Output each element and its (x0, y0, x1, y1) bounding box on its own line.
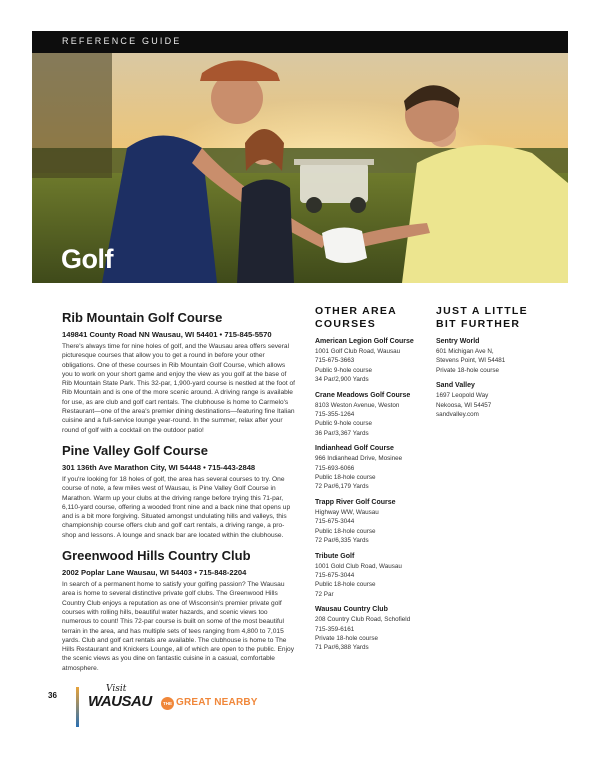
entry-line: Public 18-hole course (315, 474, 376, 482)
list-item (436, 337, 566, 375)
reference-guide-bar (32, 31, 568, 53)
entry-name: American Legion Golf Course (315, 338, 414, 345)
logo-visit-text: Visit (106, 684, 127, 694)
course-title: Rib Mountain Golf Course (62, 310, 223, 325)
course-address: 2002 Poplar Lane Wausau, WI 54403 • 715-848-2204 (62, 568, 247, 578)
course-description: In search of a permanent home to satisfy your golfing passion? The Wausau area is home to several distinctive private golf clubs. The Greenwood Hills Country Club enjoys a reputation as one of Wisconsin's premier private golf courses with rolling hills, beautiful water hazards, and scenic views too numerous to count! This 72-par course is built on some of the most beautiful terrain in the area, and has multiple sets of tees ranging from 4,800 to 7,015 yards. Club and golf cart rentals are available. The clubhouse is home to The Hills Restaurant and Knickers Lounge, all of which are open to the public. Enjoy the scenic views as you dine on fantastic cuisine in a casual, comfortable atmosphere. (62, 581, 295, 672)
entry-line: 34 Par/2,900 Yards (315, 376, 369, 384)
entry-name: Tribute Golf (315, 552, 355, 560)
entry-line: Stevens Point, WI 54481 (436, 357, 506, 365)
entry-name: Sentry World (436, 338, 480, 345)
course-greenwood-hills (62, 548, 295, 673)
heading-line: BIT FURTHER (436, 318, 521, 330)
course-rib-mountain (62, 310, 295, 435)
entry-line: 71 Par/6,388 Yards (315, 644, 369, 652)
entry-line: Nekoosa, WI 54457 (436, 401, 492, 409)
entry-line: 72 Par/6,179 Yards (315, 483, 369, 491)
entry-line: Public 18-hole course (315, 581, 376, 589)
further-courses (436, 305, 566, 425)
entry-line: 715-693-6066 (315, 464, 355, 472)
entry-name: Trapp River Golf Course (315, 498, 396, 506)
entry-line: Public 9-hole course (315, 420, 373, 428)
visit-wausau-logo (88, 684, 154, 714)
hero-image (32, 53, 568, 283)
entry-line: 8103 Weston Avenue, Weston (315, 401, 400, 409)
list-item (436, 381, 566, 419)
course-title: Pine Valley Golf Course (62, 442, 208, 458)
hero-title: Golf (61, 244, 113, 274)
section-heading (315, 305, 425, 331)
entry-line: 715-675-3044 (315, 518, 355, 526)
other-area-courses (315, 305, 425, 659)
list-item (315, 444, 425, 492)
great-nearby-badge-icon: THE (161, 697, 174, 710)
heading-line: COURSES (315, 318, 377, 330)
entry-name: Wausau Country Club (315, 606, 388, 614)
section-heading (436, 305, 566, 331)
reference-guide-label: REFERENCE GUIDE (62, 36, 182, 46)
featured-courses (62, 310, 295, 681)
accent-divider (76, 687, 79, 727)
course-description: There's always time for nine holes of golf, and the Wausau area offers several picturesque courses that allow you to get a round in before your other obligations. One of these courses in Rib Mountain Golf Course, which allows you to work on your short game and enjoy the view as you golf at the base of Rib Mountain State Park. This 32-par, 1,900-yard course is nestled at the foot of Rib Mountain and is one of the more scenic around. A driving range is available for use, as are club and golf cart rentals. The clubhouse is home to Carmelo's Restaurant—one of the area's premier dining destinations—featuring fine Italian cuisine and a full-service lounge year-round. In the summer, relax after your round of golf with a cocktail on the outdoor patio! (62, 343, 295, 434)
course-title: Greenwood Hills Country Club (62, 548, 251, 564)
great-nearby-tagline: GREAT NEARBY (176, 697, 258, 708)
course-pine-valley (62, 443, 295, 540)
list-item (315, 391, 425, 439)
entry-line: 715-675-3044 (315, 571, 355, 579)
entry-line: 966 Indianhead Drive, Mosinee (315, 455, 403, 463)
page-number: 36 (48, 691, 57, 700)
entry-line: 1001 Gold Club Road, Wausau (315, 562, 402, 570)
entry-line: Public 9-hole course (315, 366, 373, 374)
entry-line[interactable]: sandvalley.com (436, 411, 479, 419)
entry-line: 72 Par/6,335 Yards (315, 537, 369, 545)
entry-line: 601 Michigan Ave N, (436, 348, 494, 355)
entry-name: Indianhead Golf Course (315, 445, 394, 453)
entry-name: Crane Meadows Golf Course (315, 391, 411, 399)
course-address: 149841 County Road NN Wausau, WI 54401 • 715-845-5570 (62, 330, 272, 339)
entry-line: Private 18-hole course (436, 366, 500, 374)
entry-line: 208 Country Club Road, Schofield (315, 616, 411, 624)
heading-line: JUST A LITTLE (436, 305, 528, 317)
list-item (315, 552, 425, 600)
entry-line: 36 Par/3,367 Yards (315, 429, 369, 437)
heading-line: OTHER AREA (315, 305, 398, 317)
entry-name: Sand Valley (436, 382, 475, 390)
list-item (315, 498, 425, 546)
entry-line: 715-359-6161 (315, 625, 355, 633)
entry-line: Public 18-hole course (315, 527, 376, 535)
list-item (315, 337, 425, 385)
course-address: 301 136th Ave Marathon City, WI 54448 • 715-443-2848 (62, 462, 256, 472)
list-item (315, 605, 425, 653)
entry-line: Highway WW, Wausau (315, 508, 379, 516)
entry-line: 715-355-1264 (315, 411, 355, 419)
entry-line: Private 18-hole course (315, 634, 379, 642)
entry-line: 1001 Golf Club Road, Wausau (315, 348, 401, 355)
entry-line: 1697 Leopold Way (436, 392, 489, 400)
entry-line: 715-675-3663 (315, 357, 355, 365)
entry-line: 72 Par (315, 590, 334, 598)
course-description: If you're looking for 18 holes of golf, the area has several courses to try. One course of note, a few miles west of Wausau, is Pine Valley Golf Course in Marathon. Warm up your clubs at the driving range before trying this 71-par, 6,110-yard course, offering a wooded front nine and a back nine that opens up and is a bit more forgiving. Situated amongst undulating hills and valleys, this championship course offers club and golf cart rentals, a driving range, a pro-shop and lessons. A lounge and snack bar are located within the clubhouse. (62, 475, 291, 539)
logo-wausau-text: WAUSAU (88, 693, 152, 710)
